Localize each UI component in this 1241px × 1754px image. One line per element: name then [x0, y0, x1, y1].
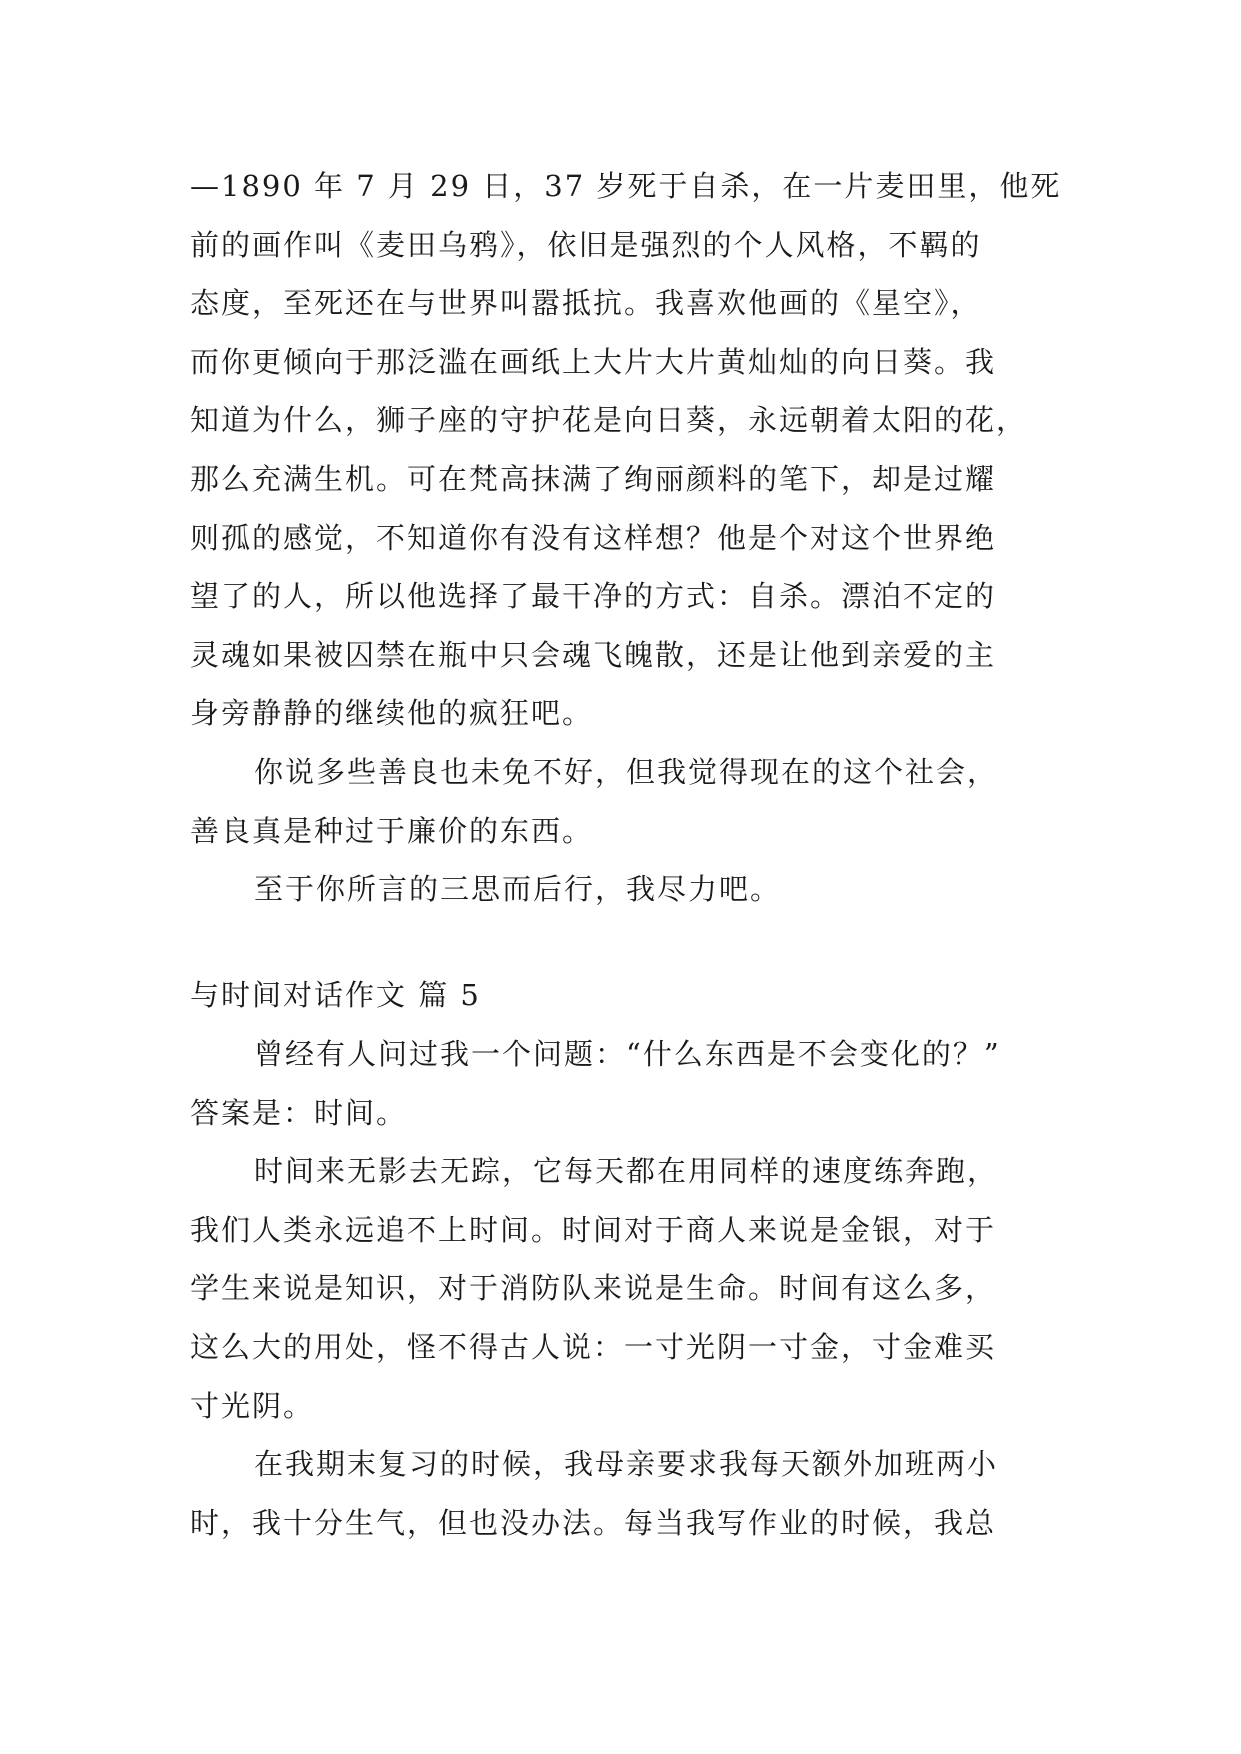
paragraph-start-line: 在我期末复习的时候，我母亲要求我每天额外加班两小 [254, 1447, 999, 1482]
text-line: 而你更倾向于那泛滥在画纸上大片大片黄灿灿的向日葵。我 [190, 344, 997, 379]
text-line: 知道为什么，狮子座的守护花是向日葵，永远朝着太阳的花， [190, 403, 1028, 438]
text-line: 身旁静静的继续他的疯狂吧。 [190, 696, 594, 731]
essay-part-2 [190, 1025, 1050, 1552]
text-line: 答案是：时间。 [190, 1095, 408, 1130]
paragraph-start-line: 时间来无影去无踪，它每天都在用同样的速度练奔跑， [254, 1154, 999, 1189]
text-line: 寸光阴。 [190, 1388, 315, 1423]
text-line: 望了的人，所以他选择了最干净的方式：自杀。漂泊不定的 [190, 579, 997, 614]
paragraph-start-line: 曾经有人问过我一个问题：“什么东西是不会变化的？” [254, 1037, 1001, 1071]
text-line: 则孤的感觉，不知道你有没有这样想？他是个对这个世界绝 [190, 520, 997, 555]
paragraph-start-line: 至于你所言的三思而后行，我尽力吧。 [254, 872, 782, 907]
text-line: 学生来说是知识，对于消防队来说是生命。时间有这么多， [190, 1271, 997, 1306]
text-line: 时，我十分生气，但也没办法。每当我写作业的时候，我总 [190, 1505, 997, 1540]
text-line: 善良真是种过于廉价的东西。 [190, 813, 594, 848]
text-line: 态度，至死还在与世界叫嚣抵抗。我喜欢他画的《星空》， [190, 286, 982, 321]
text-line: —1890 年 7 月 29 日，37 岁死于自杀，在一片麦田里，他死 [190, 169, 1062, 203]
text-line: 前的画作叫《麦田乌鸦》，依旧是强烈的个人风格，不羁的 [190, 227, 982, 262]
paragraph-start-line: 你说多些善良也未免不好，但我觉得现在的这个社会， [254, 754, 999, 789]
text-line: 我们人类永远追不上时间。时间对于商人来说是金银，对于 [190, 1212, 997, 1247]
section-heading: 与时间对话作文 篇 5 [190, 978, 481, 1012]
text-line: 灵魂如果被囚禁在瓶中只会魂飞魄散，还是让他到亲爱的主 [190, 637, 997, 672]
essay-part-1 [190, 157, 1062, 919]
text-line: 这么大的用处，怪不得古人说：一寸光阴一寸金，寸金难买 [190, 1329, 997, 1364]
text-line: 那么充满生机。可在梵高抹满了绚丽颜料的笔下，却是过耀 [190, 461, 997, 496]
